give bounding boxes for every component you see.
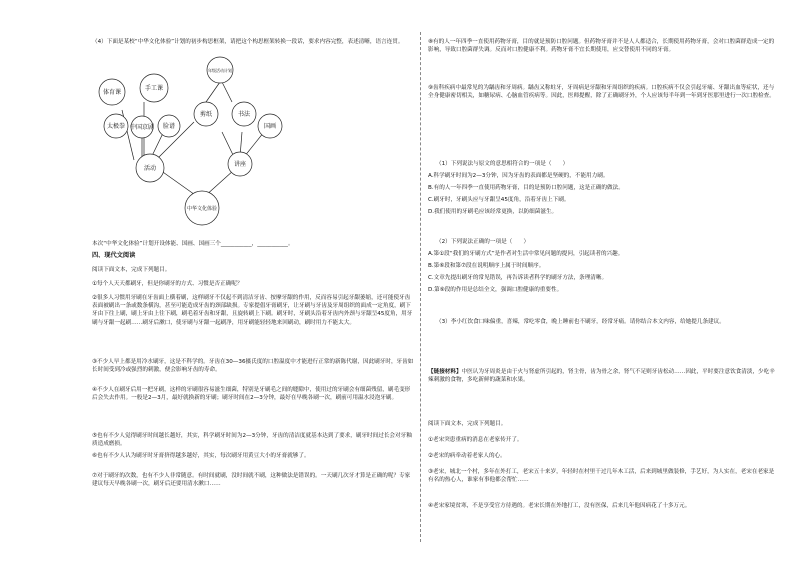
q2-option-c[interactable]: C.文章先提出刷牙的常见错误，再告诉读者科学的刷牙方法，条理清晰。	[428, 275, 608, 281]
para-6: ⑥也有不少人认为刷牙时牙膏挤得越多越好，其实，每次刷牙用黄豆大小的牙膏就够了。	[92, 453, 310, 459]
para-3: ③不少人早上都是用冷水刷牙，这是不科学的。牙齿在30—36摄氏度的口腔温度中才能进行正常的新陈代谢，因此刷牙时，牙齿如长时间受到冷或强烈的刺激，便会影响牙齿的寿命。	[92, 359, 414, 374]
node-label-papercut: 剪纸	[199, 111, 213, 118]
q2-option-b[interactable]: B.第⑥段和第⑦段在说明顺序上属于时间顺序。	[428, 263, 545, 269]
link-text: 中医认为牙周炎是由于火与肾虚所引起的，肾主骨，齿为骨之余，肾气不足则牙齿松动……因此，平时要注意饮食清淡，少吃辛辣刺激的食物，多吃新鲜的蔬菜和水果。	[428, 369, 775, 384]
story-para-2: ②老宋的病牵动着老家人的心。	[428, 453, 506, 459]
reading-intro-2: 阅读下面文本，完成下列题目。	[428, 421, 507, 427]
q2-option-d[interactable]: D.第⑨段的作用是总结全文，强调口腔健康的重要性。	[428, 287, 563, 293]
q1-option-b[interactable]: B.有的人一年四季一直使用药物牙膏，目的是预防口腔问题，这是正确的做法。	[428, 185, 624, 191]
story-para-4: ④老宋家境贫寒，不是享受官方待遇的。老宋长期在外地打工，没有医保，后来几年他因病花了十多万元。	[428, 503, 691, 509]
node-label-taiji: 太极拳	[106, 123, 126, 130]
node-label-plan: 年级活动计划	[208, 68, 232, 73]
q2-option-a[interactable]: A.第①段“我们的牙刷方式”是作者对生活中常见问题的提问，引起读者的兴趣。	[428, 251, 624, 257]
blank-sentence: 本次“中华文化体验”计划开设体能、国画、国画三个___________，___________。	[92, 241, 294, 247]
reading-intro: 阅读下面文本，完成下列题目。	[92, 267, 171, 273]
para-2: ②很多人习惯用牙刷在牙齿面上横着刷，这样刷牙不仅起不到清洁牙齿、按摩牙龈的作用，反而容易引起牙龈萎缩，还可能使牙齿表面被刷出一条或数条横沟，甚至可能造成牙齿的颈部缺损。专家提倡牙膏刷牙，让牙刷与牙齿及牙周组织的面成一定角度，刷下牙由下往上刷，刷上牙由上往下刷，刷毛着牙齿和牙龈，且旋转刷上下刷。刷牙时，牙刷头沿着牙齿内外颈与牙龈呈45度角，用牙刷与牙龈一起刷……刷牙后漱口，使牙刷与牙龈一起刷净，用牙刷能轻轻地来回刷动，刷时用力不能太大。	[92, 295, 413, 326]
link-label: 【链接材料】	[428, 369, 462, 375]
para-5: ⑤也有不少人觉得刷牙时间越长越好，其实，科学刷牙时间为2—3分钟，牙齿的清洁度就基本达到了要求，刷牙时间过长会对牙釉质造成磨损。	[92, 433, 412, 448]
question-4: （4）下面是某校“中华文化体验”计划的初步构思框架，请把这个构思框架转换一段话，要求内容完整，表述清晰，语言连贯。	[92, 39, 404, 45]
node-label-opera: 中国京剧	[129, 124, 155, 131]
node-label-handcraft: 手工课	[144, 85, 164, 92]
link-material	[428, 368, 776, 418]
framework-diagram	[94, 52, 290, 238]
para-4: ④不少人在刷牙后用一把牙刷，这样的牙刷很容易滋生细菌，特别是牙刷毛之间的缝隙中，使用过的牙刷会有细菌残留，刷毛变形后会失去作用。一般是2—3月，最好就换新的牙刷；刷牙时间在2—3分钟，最好在早晚各刷一次，刷前可用温水浸泡牙刷。	[92, 387, 411, 402]
node-label-center: 中华文化体验	[186, 206, 218, 212]
section-title-modern-reading: 四、现代文阅读	[92, 252, 136, 259]
story-para-3: ③老宋，城北一个村，多年在外打工，老宋五十来岁，年轻时在村里干过几年木工活，后来到城里做装修，手艺好，为人实在，老宋在老家是有名的热心人，谁家有事他都会帮忙……	[428, 469, 775, 484]
q1-option-d[interactable]: D.我们使用的牙刷毛应该经常更换，以防细菌滋生。	[428, 209, 558, 215]
question-2-title: （2）下列说法正确的一项是（ ）	[436, 239, 530, 245]
para-7: ⑦对于刷牙的次数，也有不少人非常随意。有时间就刷，没时间就不刷，这种做法是错误的。一天刷几次牙才算是正确的呢？专家建议每天早晚各刷一次，刷牙后还要用清水漱口……	[92, 473, 411, 488]
node-label-calligraphy: 书法	[237, 111, 251, 118]
column-divider	[420, 32, 421, 542]
node-label-painting: 国画	[263, 123, 277, 130]
story-para-1: ①老宋突患重病的消息在老家传开了。	[428, 437, 523, 443]
node-label-pe: 体育课	[102, 89, 122, 96]
question-1-title: （1）下列说法与原文的意思相符合的一项是（ ）	[436, 161, 569, 167]
node-label-activity: 活动	[143, 165, 157, 172]
node-label-lecture: 讲座	[233, 161, 247, 168]
para-1: ①每个人天天都刷牙，但是你刷牙的方式、习惯是否正确呢？	[92, 281, 243, 287]
q1-option-c[interactable]: C.刷牙时，牙刷头应与牙龈呈45度角，沿着牙齿上下刷。	[428, 197, 570, 203]
para-9: ⑨齿科疾病中最常见的为龋齿和牙周病。龋齿又称蛀牙，牙周病是牙龈和牙周组织的疾病。口腔疾病不仅会引起牙痛、牙龈出血等症状，还与全身健康密切相关，如糖尿病、心脑血管疾病等。因此，医师提醒，除了正确刷牙外，个人应该每半年到一年到牙医那里进行一次口腔检查。	[428, 85, 775, 100]
para-8: ⑧有的人一年四季一直使用药物牙膏，目的就是预防口腔问题。但药物牙膏并不是人人都适合，长期使用药物牙膏，会对口腔菌群造成一定的影响，导致口腔菌群失调。反而对口腔健康不利。药物牙膏不宜长期使用，应交替使用不同的牙膏。	[428, 39, 775, 54]
node-label-mask: 脸谱	[162, 123, 176, 130]
question-3: （3）李小红饮食口味偏重，喜辣，常吃零食，晚上睡前也不刷牙，经常牙痛。请你结合本文内容，给她提几条建议。	[436, 319, 725, 325]
q1-option-a[interactable]: A.科学刷牙时间为2—3分钟，因为牙齿的表面都是坚硬的，不能用力刷。	[428, 173, 609, 179]
